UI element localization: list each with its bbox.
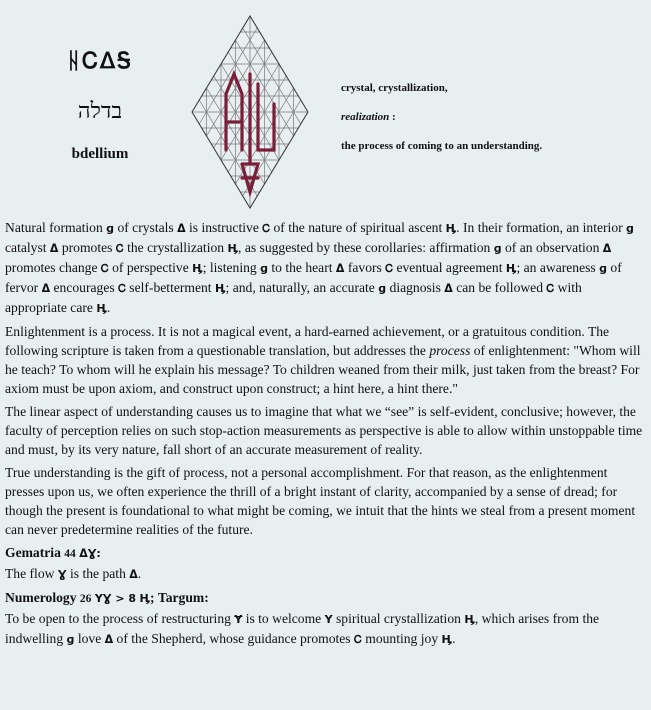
numerology-heading — [5, 588, 647, 609]
paragraph-1-text: Natural formation — [5, 220, 107, 235]
numerology-glyphs: YƔ > 8 — [94, 592, 137, 605]
paragraph-1-text: favors — [344, 260, 386, 275]
gematria-text-c: . — [137, 566, 142, 581]
gematria-heading — [5, 543, 647, 564]
paragraph-1-glyph: ɡ — [493, 242, 502, 255]
paragraph-1-text: , as suggested by these corollaries: affirmation — [238, 240, 494, 255]
paragraph-1-text: eventual agreement — [393, 260, 506, 275]
paragraph-1-text: of perspective — [108, 260, 193, 275]
numerology-label: Numerology — [5, 590, 77, 605]
paragraph-1-text: ; an awareness — [516, 260, 600, 275]
gematria-label: Gematria — [5, 545, 61, 560]
gematria-text-b: is the path — [66, 566, 130, 581]
numerology-text: is to welcome — [242, 611, 325, 626]
english-word: bdellium — [71, 146, 129, 162]
paragraph-1-text: of crystals — [114, 220, 178, 235]
paragraph-1-glyph: Ꮯ — [385, 262, 394, 275]
hebrew-word: בדלה — [77, 99, 123, 124]
paragraph-1-glyph: Ӊ — [214, 282, 226, 295]
paragraph-1-text: of the nature of spiritual ascent — [270, 220, 446, 235]
numerology-text: of the Shepherd, whose guidance promotes — [113, 631, 354, 646]
numerology-value: 26 — [79, 593, 92, 605]
numerology-glyph: ᐃ — [104, 633, 114, 646]
paragraph-3: The linear aspect of understanding causes us to imagine that what we “see” is self-evident, conclusive; however, the faculty of perception relies on such stop-action measurements as perspective is able to allow within unstoppable time and must, by its very nature, fall short of an accurate measurement of reality. — [5, 404, 643, 457]
gematria-line — [5, 564, 647, 584]
paragraph-1-glyph: ᐃ — [602, 242, 612, 255]
paragraph-1-text: diagnosis — [386, 280, 445, 295]
paragraph-1-text: is instructive — [185, 220, 263, 235]
numerology-text: mounting joy — [361, 631, 442, 646]
paragraph-1-glyph: Ꮯ — [262, 222, 271, 235]
paragraph-1-text: encourages — [50, 280, 119, 295]
entry-header — [0, 0, 651, 215]
paragraph-1-glyph: ɡ — [599, 262, 607, 275]
paragraph-1-text: ; and, naturally, an accurate — [225, 280, 379, 295]
paragraph-2-part-a: Enlightenment is a process. It is not a magical event, a hard-earned achievement, or a gratuitous condition. The following scripture is taken from a questionable translation, but addresses the — [5, 324, 610, 358]
paragraph-4: True understanding is the gift of process, not a personal accomplishment. For that reason, as the enlightenment presses upon us, we often experience the thrill of a bright instant of clarity, accompanied by a sense of dread; for though the present is foundational to what might be coming, we intuit that the hints we steal from a present moment can never predetermine realities of the future. — [5, 465, 636, 537]
numerology-text: spiritual crystallization — [332, 611, 465, 626]
paragraph-1-glyph: ᐃ — [444, 282, 453, 295]
numerology-glyph: ɡ — [66, 633, 75, 646]
definitions — [341, 74, 542, 161]
paragraph-1-glyph: ᐃ — [41, 282, 51, 295]
paragraph-1-glyph: ɡ — [626, 222, 634, 235]
gematria-glyph-2: ᐃ — [129, 568, 138, 581]
paragraph-1-text: the crystallization — [123, 240, 228, 255]
paragraph-1-glyph: Ӊ — [192, 262, 203, 275]
paragraph-2 — [5, 322, 647, 398]
gematria-text-a: The flow — [5, 566, 58, 581]
paragraph-1-glyph: Ꮯ — [118, 282, 126, 295]
paragraph-1-text: ; listening — [202, 260, 261, 275]
paragraph-1-glyph: Ӊ — [445, 222, 457, 235]
paragraph-1-text: to the heart — [267, 260, 336, 275]
paragraph-1 — [5, 218, 647, 318]
paragraph-1-text: promotes — [58, 240, 116, 255]
numerology-glyph: Ꮯ — [354, 633, 362, 646]
gematria-glyph: Ɣ — [57, 568, 67, 581]
paragraph-2-italic: process — [429, 343, 471, 358]
numerology-text: To be open to the process of restructuring — [5, 611, 235, 626]
numerology-glyph-h: Ӊ — [139, 592, 150, 605]
paragraph-1-glyph: Ӊ — [96, 302, 107, 315]
definition-suffix: : — [389, 111, 396, 123]
numerology-glyph: Y — [324, 613, 333, 626]
body-text — [5, 218, 647, 653]
paragraph-1-glyph: ɡ — [378, 282, 387, 295]
gematria-glyphs: ᐃƔ: — [79, 547, 101, 560]
numerology-text: love — [74, 631, 105, 646]
paragraph-1-glyph: ɡ — [260, 262, 268, 275]
numerology-suffix: ; Targum: — [149, 590, 209, 605]
definition-line-3: the process of coming to an understanding. — [341, 140, 543, 152]
paragraph-1-text: promotes change — [5, 260, 101, 275]
paragraph-1-glyph: Ꮯ — [546, 282, 555, 295]
paragraph-1-text: can be followed — [452, 280, 547, 295]
numerology-glyph: Ӊ — [441, 633, 453, 646]
paragraph-1-glyph: Ꮯ — [100, 262, 109, 275]
paragraph-2-part-b: of enlightenment: "Whom will he teach? To whom will he explain his message? To children weaned from their milk, just taken from the breast? For axiom must be upon axiom, and construct upon construct; a hint here, a hint there." — [5, 343, 641, 396]
paragraph-1-text: . — [106, 300, 111, 315]
paragraph-1-glyph: Ӊ — [227, 242, 239, 255]
paragraph-1-glyph: ɡ — [106, 222, 115, 235]
paleo-hebrew-word: ᚺᏟᐃᎦ — [67, 48, 133, 74]
paragraph-1-text: with appropriate care — [5, 280, 582, 315]
definition-line-2 — [341, 103, 542, 132]
paragraph-1-text: of an observation — [501, 240, 603, 255]
paragraph-1-glyph: Ӊ — [505, 262, 517, 275]
definition-line-1: crystal, crystallization, — [341, 82, 448, 94]
paragraph-1-glyph: ᐃ — [335, 262, 345, 275]
numerology-text: . — [452, 631, 456, 646]
paragraph-1-text: . In their formation, an interior — [456, 220, 627, 235]
numerology-glyph: Ɏ — [234, 613, 243, 626]
paragraph-1-text: self-betterment — [125, 280, 215, 295]
definition-italic: realization — [341, 111, 390, 123]
numerology-glyph: Ӊ — [464, 613, 475, 626]
paragraph-1-text: catalyst — [5, 240, 50, 255]
paragraph-1-glyph: Ꮯ — [115, 242, 124, 255]
crystal-diagram — [190, 14, 310, 210]
numerology-text: , which arises from the indwelling — [5, 611, 600, 646]
paragraph-1-glyph: ᐃ — [49, 242, 59, 255]
numerology-line — [5, 609, 647, 649]
paragraph-1-text: of fervor — [5, 260, 622, 295]
paragraph-1-glyph: ᐃ — [177, 222, 186, 235]
gematria-number: 44 — [64, 548, 76, 560]
